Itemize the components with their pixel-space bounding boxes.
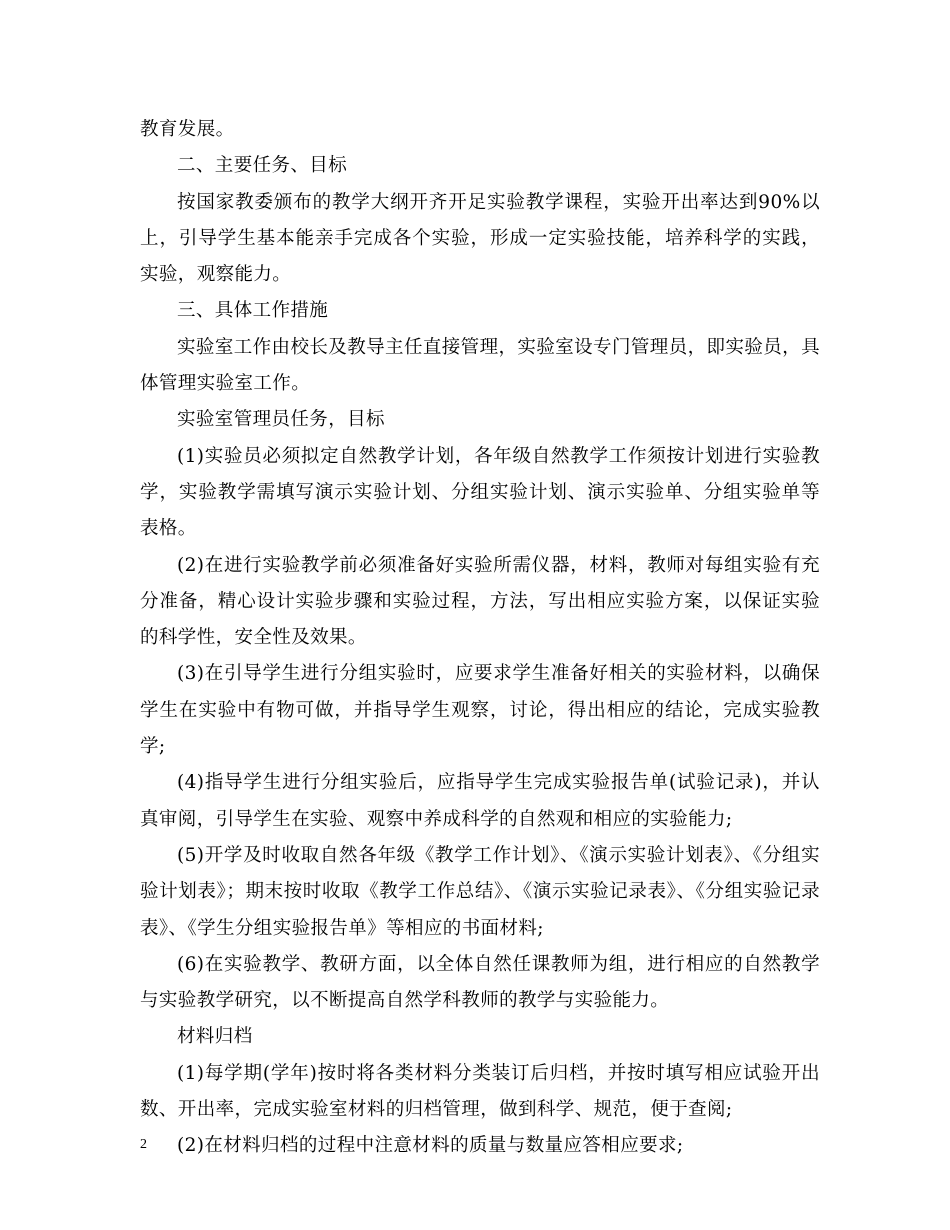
list-item-3: (3)在引导学生进行分组实验时，应要求学生准备好相关的实验材料，以确保学生在实验中有物可做，并指导学生观察，讨论，得出相应的结论，完成实验教学; <box>140 663 820 758</box>
archive-item-2: (2)在材料归档的过程中注意材料的质量与数量应答相应要求; <box>177 1135 684 1157</box>
archive-item-1: (1)每学期(学年)按时将各类材料分类装订后归档，并按时填写相应试验开出数、开出率，完成实验室材料的归档管理，做到科学、规范，便于查阅; <box>140 1062 820 1121</box>
list-item-6: (6)在实验教学、教研方面，以全体自然任课教师为组，进行相应的自然教学与实验教学研究，以不断提高自然学科教师的教学与实验能力。 <box>140 953 820 1012</box>
document-body <box>140 112 820 1165</box>
section-heading-measures: 三、具体工作措施 <box>177 300 329 322</box>
section-heading-tasks: 二、主要任务、目标 <box>177 155 348 177</box>
list-item-2: (2)在进行实验教学前必须准备好实验所需仪器，材料，教师对每组实验有充分准备，精心设计实验步骤和实验过程，方法，写出相应实验方案，以保证实验的科学性，安全性及效果。 <box>140 554 820 649</box>
subheading-admin-tasks: 实验室管理员任务，目标 <box>177 409 385 431</box>
list-item-4: (4)指导学生进行分组实验后，应指导学生完成实验报告单(试验记录)，并认真审阅，引导学生在实验、观察中养成科学的自然观和相应的实验能力; <box>140 772 820 830</box>
list-item-5: (5)开学及时收取自然各年级《教学工作计划》、《演示实验计划表》、《分组实验计划表》；期末按时收取《教学工作总结》、《演示实验记录表》、《分组实验记录表》、《学生分组实验报告单》等相应的书面材料; <box>140 844 820 939</box>
paragraph-intro-end: 教育发展。 <box>140 119 235 140</box>
paragraph-management: 实验室工作由校长及教导主任直接管理，实验室设专门管理员，即实验员，具体管理实验室工作。 <box>140 336 820 395</box>
page-number: 2 <box>140 1137 147 1152</box>
subheading-archiving: 材料归档 <box>177 1026 253 1048</box>
paragraph-tasks: 按国家教委颁布的教学大纲开齐开足实验教学课程，实验开出率达到90%以上，引导学生基本能亲手完成各个实验，形成一定实验技能，培养科学的实践，实验，观察能力。 <box>140 191 820 286</box>
list-item-1: (1)实验员必须拟定自然教学计划，各年级自然教学工作须按计划进行实验教学，实验教学需填写演示实验计划、分组实验计划、演示实验单、分组实验单等表格。 <box>140 445 820 540</box>
